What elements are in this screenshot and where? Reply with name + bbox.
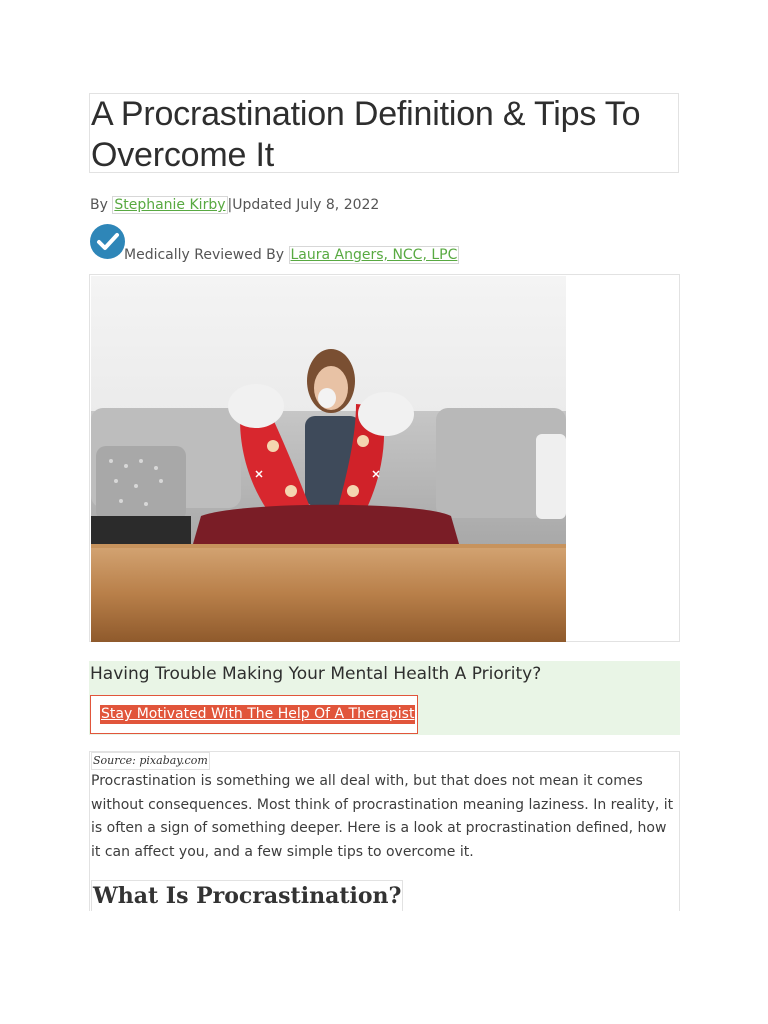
page-title: A Procrastination Definition & Tips To Overcome It [91, 95, 641, 174]
hero-photo [91, 276, 566, 642]
hero-image-frame [89, 274, 680, 642]
therapy-promo [89, 661, 680, 735]
byline-prefix: By [90, 197, 113, 213]
byline-separator: | [227, 197, 233, 213]
image-source-caption: Source: pixabay.com [91, 752, 210, 770]
review-text [124, 245, 459, 265]
therapist-cta-button[interactable] [90, 695, 418, 734]
checkmark-circle-icon [90, 224, 125, 259]
author-link[interactable]: Stephanie Kirby [114, 197, 226, 213]
review-prefix: Medically Reviewed By [124, 247, 289, 263]
section-heading: What Is Procrastination? [91, 880, 403, 911]
updated-date: Updated July 8, 2022 [232, 197, 380, 213]
reviewer-link[interactable]: Laura Angers, NCC, LPC [290, 247, 458, 263]
article-body [89, 751, 680, 911]
therapist-cta-label: Stay Motivated With The Help Of A Therapist [101, 706, 415, 722]
promo-heading: Having Trouble Making Your Mental Health A Priority? [90, 664, 542, 684]
byline [90, 195, 379, 215]
title-box [89, 93, 679, 173]
intro-paragraph: Procrastination is something we all deal with, but that does not mean it comes without consequences. Most think of procrastination meaning laziness. In reality, it is often a sign of something deeper. Here is a look at procrastination defined, how it can affect you, and a few simple tips to overcome it. [91, 773, 674, 860]
